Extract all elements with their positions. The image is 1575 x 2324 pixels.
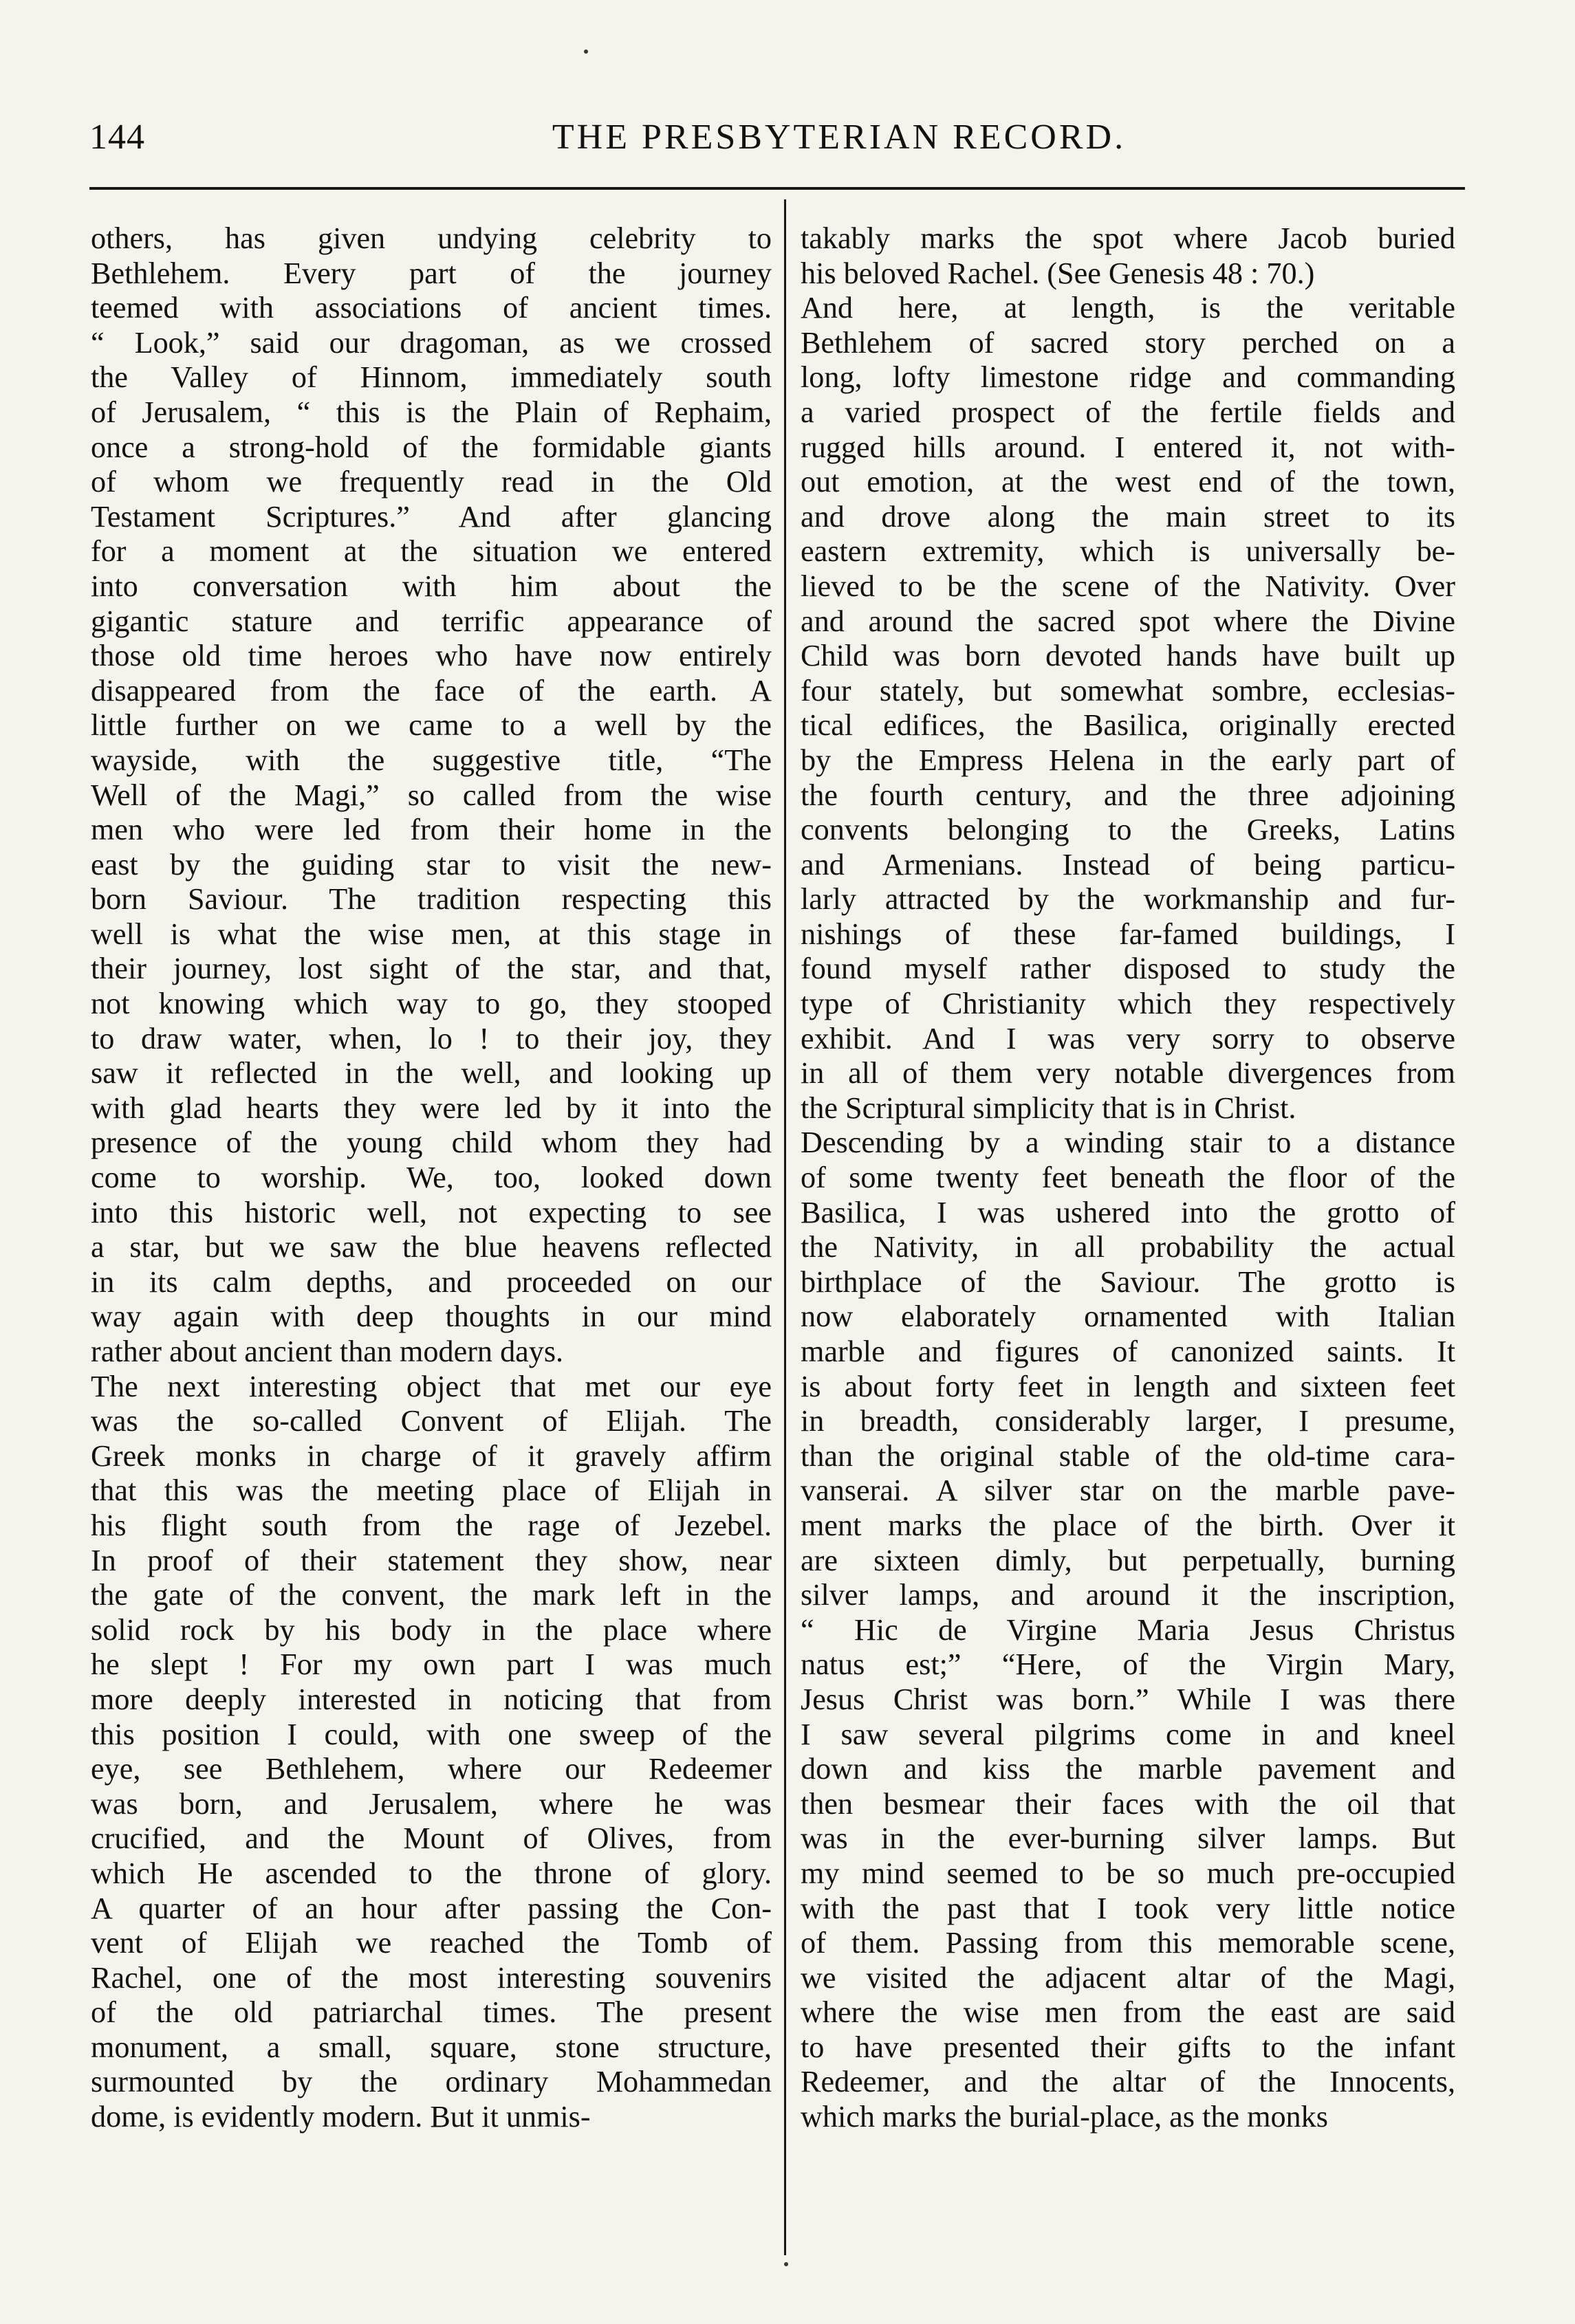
text-line: The next interesting object that met our eye (91, 1369, 772, 1403)
text-line: my mind seemed to be so much pre-occupied (801, 1856, 1455, 1890)
text-line: rugged hills around. I entered it, not with- (801, 430, 1455, 464)
left-column (91, 221, 772, 2257)
text-line: gigantic stature and terrific appearance of (91, 604, 772, 638)
text-line: crucified, and the Mount of Olives, from (91, 1821, 772, 1856)
text-line: saw it reflected in the well, and looking up (91, 1056, 772, 1090)
speck-mark (784, 2262, 788, 2266)
text-line: eastern extremity, which is universally be- (801, 534, 1455, 569)
text-line: are sixteen dimly, but perpetually, burning (801, 1543, 1455, 1577)
text-line: his beloved Rachel. (See Genesis 48 : 70.) (801, 256, 1315, 290)
text-line: now elaborately ornamented with Italian (801, 1300, 1455, 1334)
text-line: I saw several pilgrims come in and kneel (801, 1717, 1455, 1751)
text-line: teemed with associations of ancient times. (91, 291, 772, 325)
text-line: the Nativity, in all probability the actual (801, 1230, 1455, 1264)
text-line: in its calm depths, and proceeded on our (91, 1264, 772, 1299)
text-line: that this was the meeting place of Elijah in (91, 1473, 772, 1508)
text-line: In proof of their statement they show, near (91, 1543, 772, 1577)
text-line: takably marks the spot where Jacob buried (801, 221, 1455, 255)
text-line: four stately, but somewhat sombre, ecclesias- (801, 673, 1455, 708)
text-line: And here, at length, is the veritable (801, 291, 1455, 325)
text-line: with glad hearts they were led by it into the (91, 1090, 772, 1125)
text-line: a varied prospect of the fertile fields and (801, 395, 1455, 429)
text-line: with the past that I took very little notice (801, 1891, 1455, 1925)
text-line: Testament Scriptures.” And after glancing (91, 499, 772, 534)
text-line: little further on we came to a well by the (91, 708, 772, 743)
text-line: others, has given undying celebrity to (91, 221, 772, 255)
page-number: 144 (89, 118, 145, 157)
text-line: and around the sacred spot where the Divine (801, 604, 1455, 638)
running-head: THE PRESBYTERIAN RECORD. (552, 118, 1127, 157)
text-line: where the wise men from the east are said (801, 1995, 1455, 2030)
text-line: come to worship. We, too, looked down (91, 1161, 772, 1195)
text-line: which He ascended to the throne of glory. (91, 1856, 772, 1890)
text-line: type of Christianity which they respectively (801, 987, 1455, 1021)
text-line: wayside, with the suggestive title, “The (91, 743, 772, 777)
text-line: vent of Elijah we reached the Tomb of (91, 1926, 772, 1960)
text-line: to draw water, when, lo ! to their joy, they (91, 1021, 772, 1055)
header-rule (89, 187, 1465, 190)
text-line: the gate of the convent, the mark left in the (91, 1578, 772, 1612)
text-line: of the old patriarchal times. The present (91, 1995, 772, 2030)
text-line: into this historic well, not expecting to see (91, 1195, 772, 1229)
text-line: well is what the wise men, at this stage in (91, 917, 772, 951)
text-line: silver lamps, and around it the inscription, (801, 1578, 1455, 1612)
text-line: convents belonging to the Greeks, Latins (801, 813, 1455, 847)
text-line: lieved to be the scene of the Nativity. Over (801, 569, 1455, 603)
text-line: long, lofty limestone ridge and commanding (801, 360, 1455, 395)
text-line: their journey, lost sight of the star, and that, (91, 952, 772, 986)
text-line: Child was born devoted hands have built up (801, 639, 1455, 673)
right-column (801, 221, 1455, 2257)
text-line: way again with deep thoughts in our mind (91, 1300, 772, 1334)
text-line: he slept ! For my own part I was much (91, 1647, 772, 1682)
speck-mark (584, 50, 588, 54)
text-line: natus est;” “Here, of the Virgin Mary, (801, 1647, 1455, 1682)
text-line: and drove along the main street to its (801, 499, 1455, 534)
text-line: and Armenians. Instead of being particu- (801, 847, 1455, 881)
text-line: tical edifices, the Basilica, originally erected (801, 708, 1455, 743)
text-line: which marks the burial-place, as the monks (801, 2100, 1328, 2134)
text-line: born Saviour. The tradition respecting this (91, 882, 772, 917)
text-line: marble and figures of canonized saints. It (801, 1335, 1455, 1368)
column-divider (784, 199, 786, 2255)
text-line: Bethlehem of sacred story perched on a (801, 325, 1455, 360)
text-line: to have presented their gifts to the infant (801, 2030, 1455, 2064)
text-line: the fourth century, and the three adjoining (801, 778, 1455, 812)
text-line: men who were led from their home in the (91, 813, 772, 847)
text-line: out emotion, at the west end of the town, (801, 465, 1455, 499)
text-line: monument, a small, square, stone structure, (91, 2030, 772, 2064)
text-line: Basilica, I was ushered into the grotto of (801, 1195, 1455, 1229)
text-line: down and kiss the marble pavement and (801, 1752, 1455, 1786)
text-line: once a strong-hold of the formidable giants (91, 430, 772, 464)
text-line: vanserai. A silver star on the marble pave- (801, 1473, 1455, 1508)
text-line: east by the guiding star to visit the new- (91, 847, 772, 881)
text-line: then besmear their faces with the oil that (801, 1786, 1455, 1821)
text-line: birthplace of the Saviour. The grotto is (801, 1264, 1455, 1299)
text-line: found myself rather disposed to study the (801, 952, 1455, 986)
text-line: his flight south from the rage of Jezebel. (91, 1508, 772, 1542)
text-line: in breadth, considerably larger, I presume, (801, 1404, 1455, 1438)
text-line: eye, see Bethlehem, where our Redeemer (91, 1752, 772, 1786)
text-line: disappeared from the face of the earth. A (91, 673, 772, 708)
text-line: is about forty feet in length and sixteen feet (801, 1369, 1455, 1403)
text-line: “ Hic de Virgine Maria Jesus Christus (801, 1612, 1455, 1647)
text-line: a star, but we saw the blue heavens reflected (91, 1230, 772, 1264)
text-line: those old time heroes who have now entirely (91, 639, 772, 673)
text-line: was the so-called Convent of Elijah. The (91, 1404, 772, 1438)
text-line: of them. Passing from this memorable scene, (801, 1926, 1455, 1960)
text-line: Greek monks in charge of it gravely affirm (91, 1438, 772, 1473)
text-line: was in the ever-burning silver lamps. But (801, 1821, 1455, 1856)
text-line: was born, and Jerusalem, where he was (91, 1786, 772, 1821)
text-line: Rachel, one of the most interesting souvenirs (91, 1960, 772, 1995)
text-line: Jesus Christ was born.” While I was there (801, 1682, 1455, 1716)
page-header (89, 110, 1465, 172)
text-line: into conversation with him about the (91, 569, 772, 603)
text-line: for a moment at the situation we entered (91, 534, 772, 569)
text-line: “ Look,” said our dragoman, as we crossed (91, 325, 772, 360)
text-line: this position I could, with one sweep of the (91, 1717, 772, 1751)
text-line: surmounted by the ordinary Mohammedan (91, 2065, 772, 2099)
text-line: Well of the Magi,” so called from the wise (91, 778, 772, 812)
text-line: more deeply interested in noticing that from (91, 1682, 772, 1716)
text-line: ment marks the place of the birth. Over it (801, 1508, 1455, 1542)
text-line: Bethlehem. Every part of the journey (91, 256, 772, 290)
text-line: than the original stable of the old-time cara- (801, 1438, 1455, 1473)
text-line: by the Empress Helena in the early part of (801, 743, 1455, 777)
text-line: presence of the young child whom they had (91, 1126, 772, 1160)
text-line: Descending by a winding stair to a distance (801, 1126, 1455, 1160)
text-line: rather about ancient than modern days. (91, 1335, 564, 1368)
text-line: solid rock by his body in the place where (91, 1612, 772, 1647)
text-line: of some twenty feet beneath the floor of the (801, 1161, 1455, 1195)
text-line: larly attracted by the workmanship and fur- (801, 882, 1455, 917)
text-line: the Valley of Hinnom, immediately south (91, 360, 772, 395)
text-line: nishings of these far-famed buildings, I (801, 917, 1455, 951)
text-line: Redeemer, and the altar of the Innocents, (801, 2065, 1455, 2099)
text-line: dome, is evidently modern. But it unmis- (91, 2100, 591, 2134)
text-line: of whom we frequently read in the Old (91, 465, 772, 499)
text-line: the Scriptural simplicity that is in Christ. (801, 1090, 1296, 1125)
text-line: of Jerusalem, “ this is the Plain of Rephaim, (91, 395, 772, 429)
text-line: exhibit. And I was very sorry to observe (801, 1021, 1455, 1055)
text-line: not knowing which way to go, they stooped (91, 987, 772, 1021)
text-line: we visited the adjacent altar of the Magi, (801, 1960, 1455, 1995)
text-line: in all of them very notable divergences from (801, 1056, 1455, 1090)
text-line: A quarter of an hour after passing the Con- (91, 1891, 772, 1925)
